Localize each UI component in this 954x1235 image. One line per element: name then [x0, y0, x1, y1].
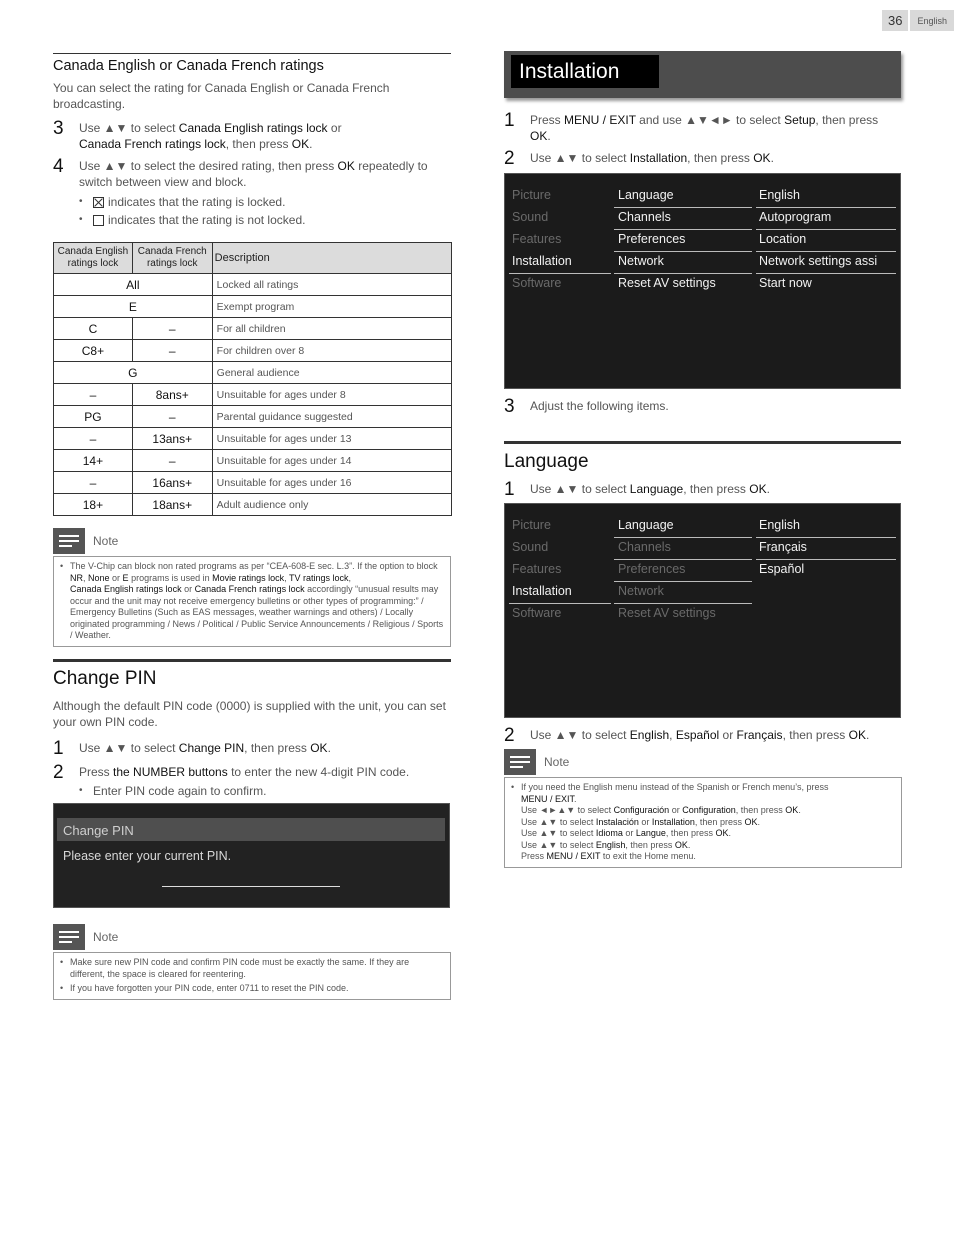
language-heading: Language [504, 451, 589, 472]
ratings-table [53, 242, 452, 516]
rating-cell-en: – [54, 384, 133, 406]
change-pin-step-1: 1 Use ▲▼ to select Change PIN, then press OK. [53, 738, 331, 759]
note-3 [504, 749, 902, 868]
menu-item-right[interactable]: English [759, 518, 800, 532]
canada-heading: Canada English or Canada French ratings [53, 58, 324, 74]
menu-item-mid[interactable]: Preferences [618, 562, 686, 576]
table-row [54, 494, 452, 516]
language-step-1: 1 Use ▲▼ to select Language, then press OK. [504, 479, 770, 500]
col-header-french: Canada French ratings lock [132, 243, 212, 274]
canada-step-3: 3 Use ▲▼ to select Canada English ratings lock or Canada French ratings lock, then press OK. [53, 118, 342, 151]
menu-divider [756, 559, 896, 560]
installation-header [504, 51, 901, 98]
change-pin-bullet: • Enter PIN code again to confirm. [79, 784, 267, 798]
divider [53, 659, 451, 662]
table-row [54, 384, 452, 406]
menu-divider [614, 603, 752, 604]
menu-item-mid[interactable]: Channels [618, 210, 671, 224]
change-pin-heading: Change PIN [53, 668, 157, 689]
menu-item-mid[interactable]: Reset AV settings [618, 276, 716, 290]
note-2 [53, 924, 451, 1000]
note-label: Note [544, 755, 570, 769]
rating-description: For all children [212, 318, 451, 340]
rating-cell: G [54, 362, 213, 384]
page-tag [882, 10, 954, 31]
menu-underline [509, 273, 611, 274]
menu-divider [614, 207, 752, 208]
rating-cell-fr: 8ans+ [132, 384, 212, 406]
menu-item-left[interactable]: Sound [512, 540, 549, 554]
note-icon [53, 528, 85, 554]
menu-divider [614, 273, 752, 274]
rating-cell: E [54, 296, 213, 318]
col-header-description: Description [212, 243, 451, 274]
change-pin-intro: Although the default PIN code (0000) is supplied with the unit, you can set your own PIN code. [53, 699, 446, 729]
table-row [54, 450, 452, 472]
rating-cell-en: – [54, 472, 133, 494]
menu-item-mid[interactable]: Network [618, 254, 664, 268]
menu-item-right[interactable]: Français [759, 540, 807, 554]
installation-step-1: 1 Press MENU / EXIT and use ▲▼◄► to select Setup, then press OK. [504, 110, 879, 143]
page-language: English [910, 10, 954, 31]
language-section [504, 441, 901, 499]
bullet-locked: • indicates that the rating is locked. [79, 195, 286, 209]
rating-cell-fr: – [132, 450, 212, 472]
menu-item-left[interactable]: Picture [512, 188, 551, 202]
language-menu-screen [504, 503, 901, 718]
installation-steps [504, 112, 902, 168]
note-icon [53, 924, 85, 950]
divider [504, 441, 901, 444]
menu-item-left[interactable]: Software [512, 276, 562, 290]
left-column [53, 53, 451, 229]
table-row [54, 406, 452, 428]
rating-cell-fr: – [132, 318, 212, 340]
note-2-box: • Make sure new PIN code and confirm PIN code must be exactly the same. If they are different, the space is cleared for reentering. • If you have forgotten your PIN code, enter 0711 to reset the PIN code. [53, 952, 451, 1000]
note-3-box: • If you need the English menu instead of the Spanish or French menu’s, press MENU / EXIT. Use ◄►▲▼ to select Configuración or Configuration, then press OK. Use ▲▼ to select Instalación or Installation, then press OK. Use ▲▼ to select Idioma or Langue, then press OK. Use ▲▼ to select English, then press OK. Press MENU / EXIT to exit the Home menu. [504, 777, 902, 868]
change-pin-screen [53, 803, 450, 908]
rating-description: Unsuitable for ages under 13 [212, 428, 451, 450]
menu-item-right[interactable]: English [759, 188, 800, 202]
table-row [54, 296, 452, 318]
menu-divider [614, 559, 752, 560]
canada-intro: You can select the rating for Canada English or Canada French broadcasting. [53, 81, 390, 111]
change-pin-step-2: 2 Press the NUMBER buttons to enter the new 4-digit PIN code. [53, 762, 410, 783]
rating-cell-en: C [54, 318, 133, 340]
table-row [54, 472, 452, 494]
menu-item-left[interactable]: Software [512, 606, 562, 620]
table-row [54, 428, 452, 450]
screen-prompt: Please enter your current PIN. [63, 849, 232, 863]
bullet-unlocked: • indicates that the rating is not locked. [79, 213, 306, 227]
menu-item-mid[interactable]: Preferences [618, 232, 686, 246]
menu-underline [509, 603, 611, 604]
menu-item-right[interactable]: Español [759, 562, 805, 576]
installation-step-2: 2 Use ▲▼ to select Installation, then press OK. [504, 148, 774, 169]
rating-description: Unsuitable for ages under 16 [212, 472, 451, 494]
rating-cell: All [54, 274, 213, 296]
menu-item-mid[interactable]: Reset AV settings [618, 606, 716, 620]
installation-step-3: 3 Adjust the following items. [504, 396, 669, 417]
note-1 [53, 528, 451, 647]
menu-item-left[interactable]: Installation [512, 584, 572, 598]
rating-cell-fr: – [132, 340, 212, 362]
table-row [54, 274, 452, 296]
rating-description: Locked all ratings [212, 274, 451, 296]
menu-divider [756, 229, 896, 230]
rating-cell-en: – [54, 428, 133, 450]
rating-description: Adult audience only [212, 494, 451, 516]
menu-item-left[interactable]: Features [512, 562, 562, 576]
rating-cell-fr: 18ans+ [132, 494, 212, 516]
note-icon [504, 749, 536, 775]
menu-item-mid[interactable]: Network [618, 584, 664, 598]
menu-item-right[interactable]: Location [759, 232, 807, 246]
checkbox-unlocked-icon [93, 215, 104, 226]
menu-item-mid[interactable]: Language [618, 188, 674, 202]
rating-description: For children over 8 [212, 340, 451, 362]
rating-description: Unsuitable for ages under 14 [212, 450, 451, 472]
col-header-english: Canada English ratings lock [54, 243, 133, 274]
language-step-2: 2 Use ▲▼ to select English, Español or Français, then press OK. [504, 725, 870, 746]
menu-item-right[interactable]: Autoprogram [759, 210, 832, 224]
menu-item-left[interactable]: Features [512, 232, 562, 246]
menu-item-left[interactable]: Picture [512, 518, 551, 532]
rating-cell-fr: 16ans+ [132, 472, 212, 494]
menu-item-mid[interactable]: Language [618, 518, 674, 532]
table-row [54, 340, 452, 362]
note-label: Note [93, 930, 119, 944]
note-1-box: • The V-Chip can block non rated programs as per “CEA-608-E sec. L.3”. If the option to block NR, None or E programs is used in Movie ratings lock, TV ratings lock, Canada English ratings lock or Canada French ratings lock accordingly “unusual results may occur and the unit may not receive emergency bulletins or other types of programming:” / Emergency Bulletins (Such as EAS messages, weather warnings and others) / Locally originated programming / News / Political / Public Service Announcements / Religious / Sports / Weather. [53, 556, 451, 647]
rating-description: Exempt program [212, 296, 451, 318]
menu-divider [756, 273, 896, 274]
screen-title: Change PIN [63, 823, 134, 838]
menu-divider [614, 537, 752, 538]
menu-divider [614, 251, 752, 252]
canada-step-4: 4 Use ▲▼ to select the desired rating, then press OK repeatedly to switch between view and block. [53, 156, 428, 189]
rating-cell-en: 14+ [54, 450, 133, 472]
checkbox-locked-icon [93, 197, 104, 208]
rating-description: Unsuitable for ages under 8 [212, 384, 451, 406]
rating-cell-fr: – [132, 406, 212, 428]
installation-menu-screen [504, 173, 901, 389]
rating-cell-en: 18+ [54, 494, 133, 516]
menu-divider [756, 537, 896, 538]
menu-divider [756, 207, 896, 208]
menu-item-right[interactable]: Network settings assi [759, 254, 878, 268]
menu-item-mid[interactable]: Channels [618, 540, 671, 554]
menu-divider [614, 581, 752, 582]
menu-item-left[interactable]: Sound [512, 210, 549, 224]
menu-divider [614, 229, 752, 230]
rating-cell-fr: 13ans+ [132, 428, 212, 450]
change-pin-section [53, 659, 451, 800]
menu-item-left[interactable]: Installation [512, 254, 572, 268]
menu-divider [756, 251, 896, 252]
rating-description: Parental guidance suggested [212, 406, 451, 428]
note-label: Note [93, 534, 119, 548]
table-row [54, 318, 452, 340]
divider [53, 53, 451, 54]
rating-description: General audience [212, 362, 451, 384]
page-number: 36 [882, 10, 908, 31]
menu-item-right[interactable]: Start now [759, 276, 812, 290]
pin-entry-field[interactable] [162, 886, 340, 887]
rating-cell-en: C8+ [54, 340, 133, 362]
table-row [54, 362, 452, 384]
installation-heading: Installation [511, 55, 659, 88]
rating-cell-en: PG [54, 406, 133, 428]
